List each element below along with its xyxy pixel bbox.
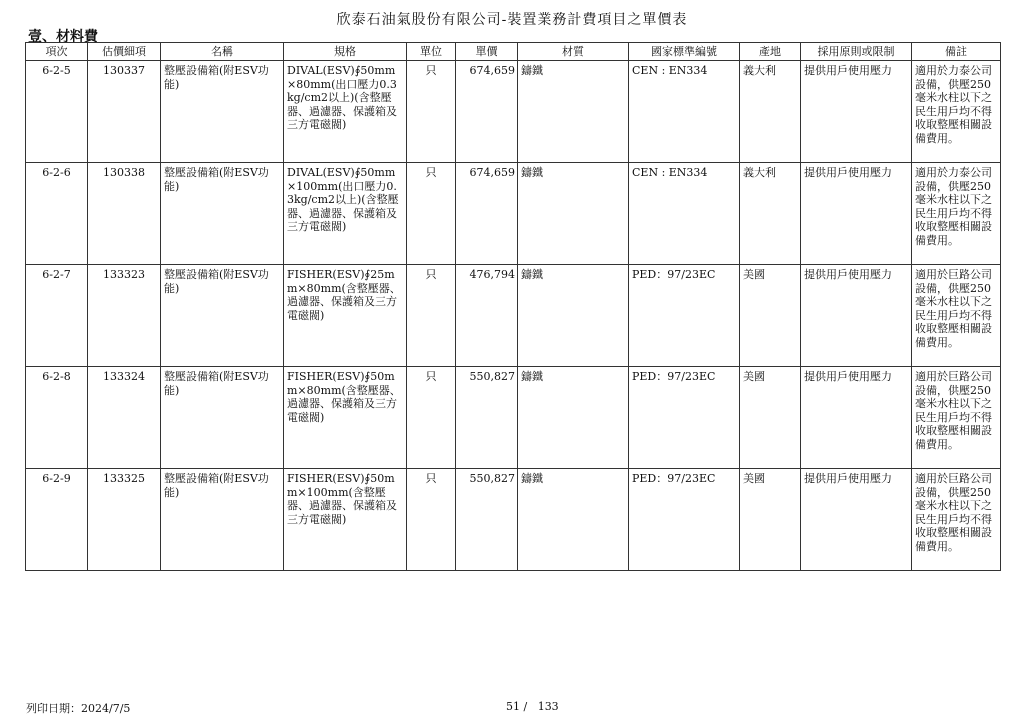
cell-name: 整壓設備箱(附ESV功能) [161, 61, 284, 163]
section-title: 壹、材料費 [28, 29, 98, 45]
cell-item: 6-2-8 [26, 367, 88, 469]
cell-price: 674,659 [456, 163, 518, 265]
cell-price: 550,827 [456, 469, 518, 571]
cell-principle: 提供用戶使用壓力 [801, 469, 912, 571]
cell-unit: 只 [407, 61, 456, 163]
cell-spec: FISHER(ESV)∮50mm×80mm(含整壓器、過濾器、保護箱及三方電磁閥) [284, 367, 407, 469]
page-number: 51 / 133 [506, 700, 559, 713]
cell-name: 整壓設備箱(附ESV功能) [161, 163, 284, 265]
table-row [26, 61, 1001, 163]
cell-item: 6-2-9 [26, 469, 88, 571]
cell-remark: 適用於巨路公司設備，供壓250毫米水柱以下之民生用戶均不得收取整壓相關設備費用。 [912, 367, 1001, 469]
cell-item: 6-2-5 [26, 61, 88, 163]
cell-code: 133323 [88, 265, 161, 367]
cell-remark: 適用於巨路公司設備，供壓250毫米水柱以下之民生用戶均不得收取整壓相關設備費用。 [912, 469, 1001, 571]
cell-item: 6-2-6 [26, 163, 88, 265]
price-table [25, 42, 1001, 571]
cell-unit: 只 [407, 163, 456, 265]
column-header-remark: 備註 [912, 43, 1001, 61]
table-row [26, 469, 1001, 571]
cell-origin: 美國 [740, 265, 801, 367]
cell-code: 133324 [88, 367, 161, 469]
table-header-row [26, 43, 1001, 61]
cell-material: 鑄鐵 [518, 265, 629, 367]
column-header-name: 名稱 [161, 43, 284, 61]
document-title: 欣泰石油氣股份有限公司-裝置業務計費項目之單價表 [336, 12, 688, 28]
cell-origin: 美國 [740, 367, 801, 469]
column-header-standard: 國家標準編號 [629, 43, 740, 61]
cell-origin: 美國 [740, 469, 801, 571]
cell-remark: 適用於力泰公司設備，供壓250毫米水柱以下之民生用戶均不得收取整壓相關設備費用。 [912, 163, 1001, 265]
column-header-unit: 單位 [407, 43, 456, 61]
cell-spec: FISHER(ESV)∮25mm×80mm(含整壓器、過濾器、保護箱及三方電磁閥) [284, 265, 407, 367]
table-row [26, 163, 1001, 265]
cell-code: 130338 [88, 163, 161, 265]
cell-unit: 只 [407, 265, 456, 367]
table-row [26, 265, 1001, 367]
cell-principle: 提供用戶使用壓力 [801, 367, 912, 469]
print-date: 列印日期：2024/7/5 [26, 702, 131, 715]
cell-material: 鑄鐵 [518, 163, 629, 265]
column-header-origin: 產地 [740, 43, 801, 61]
column-header-material: 材質 [518, 43, 629, 61]
cell-name: 整壓設備箱(附ESV功能) [161, 265, 284, 367]
cell-name: 整壓設備箱(附ESV功能) [161, 469, 284, 571]
cell-principle: 提供用戶使用壓力 [801, 163, 912, 265]
column-header-principle: 採用原則或限制 [801, 43, 912, 61]
cell-code: 133325 [88, 469, 161, 571]
cell-material: 鑄鐵 [518, 367, 629, 469]
cell-standard: PED：97/23EC [629, 367, 740, 469]
cell-spec: FISHER(ESV)∮50mm×100mm(含整壓器、過濾器、保護箱及三方電磁閥) [284, 469, 407, 571]
column-header-code: 估價細項 [88, 43, 161, 61]
cell-standard: PED：97/23EC [629, 469, 740, 571]
cell-unit: 只 [407, 367, 456, 469]
cell-standard: CEN : EN334 [629, 163, 740, 265]
cell-origin: 義大利 [740, 61, 801, 163]
cell-price: 476,794 [456, 265, 518, 367]
cell-material: 鑄鐵 [518, 61, 629, 163]
cell-principle: 提供用戶使用壓力 [801, 265, 912, 367]
cell-standard: CEN : EN334 [629, 61, 740, 163]
cell-standard: PED：97/23EC [629, 265, 740, 367]
cell-price: 550,827 [456, 367, 518, 469]
cell-remark: 適用於力泰公司設備，供壓250毫米水柱以下之民生用戶均不得收取整壓相關設備費用。 [912, 61, 1001, 163]
cell-item: 6-2-7 [26, 265, 88, 367]
column-header-spec: 規格 [284, 43, 407, 61]
cell-material: 鑄鐵 [518, 469, 629, 571]
cell-code: 130337 [88, 61, 161, 163]
column-header-price: 單價 [456, 43, 518, 61]
cell-unit: 只 [407, 469, 456, 571]
cell-principle: 提供用戶使用壓力 [801, 61, 912, 163]
cell-name: 整壓設備箱(附ESV功能) [161, 367, 284, 469]
table-row [26, 367, 1001, 469]
cell-spec: DIVAL(ESV)∮50mm×100mm(出口壓力0.3kg/cm2以上)(含整壓器、過濾器、保護箱及三方電磁閥) [284, 163, 407, 265]
column-header-item: 項次 [26, 43, 88, 61]
cell-origin: 義大利 [740, 163, 801, 265]
cell-remark: 適用於巨路公司設備，供壓250毫米水柱以下之民生用戶均不得收取整壓相關設備費用。 [912, 265, 1001, 367]
cell-price: 674,659 [456, 61, 518, 163]
cell-spec: DIVAL(ESV)∮50mm×80mm(出口壓力0.3kg/cm2以上)(含整壓器、過濾器、保護箱及三方電磁閥) [284, 61, 407, 163]
